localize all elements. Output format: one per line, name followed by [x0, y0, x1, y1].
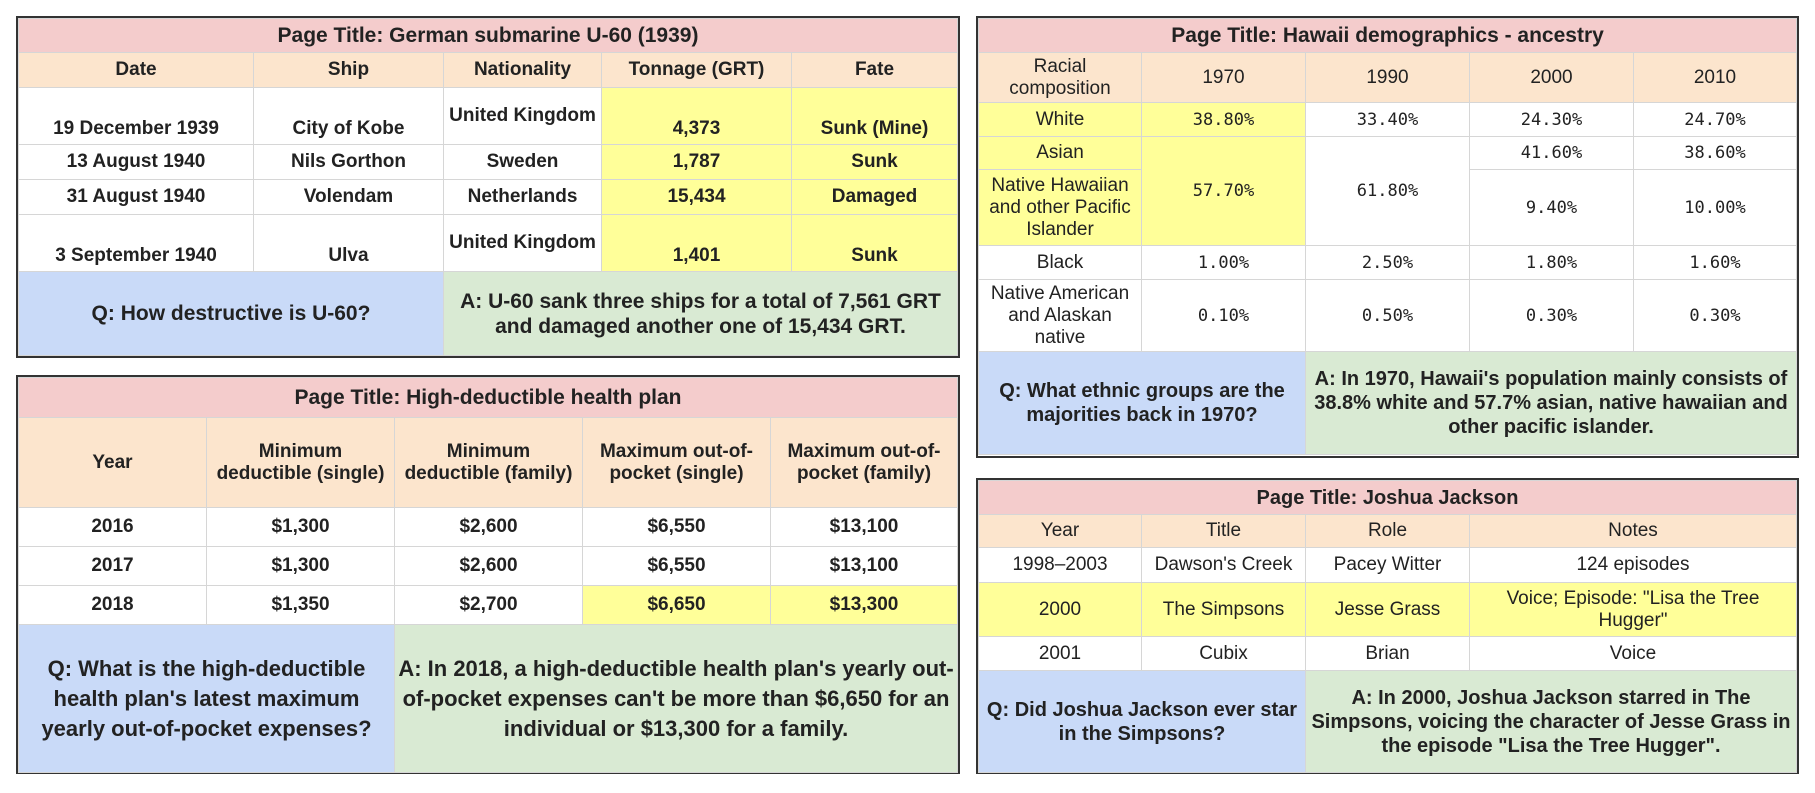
- u60-header-fate: Fate: [792, 53, 958, 88]
- table-row: [19, 145, 958, 180]
- table-cell: Sunk (Mine): [792, 88, 958, 145]
- hdhp-table: [18, 377, 958, 773]
- table-cell: City of Kobe: [254, 88, 444, 145]
- panel-hawaii: [976, 16, 1799, 458]
- table-cell: Voice: [1470, 637, 1797, 671]
- table-cell: 2017: [19, 547, 207, 586]
- table-cell: Sweden: [444, 145, 602, 180]
- table-cell: 1.60%: [1634, 246, 1797, 280]
- table-cell: $1,350: [207, 586, 395, 625]
- table-cell: 13 August 1940: [19, 145, 254, 180]
- table-cell: 0.30%: [1470, 280, 1634, 352]
- table-cell: 24.70%: [1634, 103, 1797, 137]
- table-cell: 1,787: [602, 145, 792, 180]
- hawaii-page-title: Page Title: Hawaii demographics - ancestry: [979, 19, 1797, 53]
- u60-table: [18, 18, 958, 356]
- hawaii-header-2000: 2000: [1470, 53, 1634, 103]
- hawaii-question: Q: What ethnic groups are the majorities back in 1970?: [979, 352, 1306, 455]
- jackson-page-title: Page Title: Joshua Jackson: [979, 481, 1797, 515]
- table-cell: 15,434: [602, 180, 792, 215]
- table-row: [979, 583, 1797, 637]
- u60-answer: A: U-60 sank three ships for a total of 7,561 GRT and damaged another one of 15,434 GRT.: [444, 272, 958, 356]
- table-cell: 0.30%: [1634, 280, 1797, 352]
- table-cell: Asian: [979, 137, 1142, 170]
- jackson-answer: A: In 2000, Joshua Jackson starred in The Simpsons, voicing the character of Jesse Grass in the episode "Lisa the Tree Hugger".: [1306, 671, 1797, 773]
- u60-header-nationality: Nationality: [444, 53, 602, 88]
- hawaii-header-1970: 1970: [1142, 53, 1306, 103]
- hdhp-page-title: Page Title: High-deductible health plan: [19, 378, 958, 418]
- table-cell: Voice; Episode: "Lisa the Tree Hugger": [1470, 583, 1797, 637]
- hdhp-header-year: Year: [19, 418, 207, 508]
- table-cell: $6,550: [583, 547, 771, 586]
- u60-page-title: Page Title: German submarine U-60 (1939): [19, 19, 958, 53]
- hdhp-header-min-family: Minimum deductible (family): [395, 418, 583, 508]
- table-cell: Damaged: [792, 180, 958, 215]
- jackson-table: [978, 480, 1797, 773]
- table-cell: 0.50%: [1306, 280, 1470, 352]
- hdhp-header-max-family: Maximum out-of-pocket (family): [771, 418, 958, 508]
- jackson-header-role: Role: [1306, 515, 1470, 548]
- table-cell: 1,401: [602, 215, 792, 272]
- table-cell: 2018: [19, 586, 207, 625]
- hdhp-answer: A: In 2018, a high-deductible health plan's yearly out-of-pocket expenses can't be more than $6,650 for an individual or $13,300 for a family.: [395, 625, 958, 773]
- u60-header-ship: Ship: [254, 53, 444, 88]
- table-cell: 4,373: [602, 88, 792, 145]
- hdhp-header-min-single: Minimum deductible (single): [207, 418, 395, 508]
- hawaii-header-2010: 2010: [1634, 53, 1797, 103]
- u60-header-date: Date: [19, 53, 254, 88]
- table-cell: $2,700: [395, 586, 583, 625]
- table-cell: White: [979, 103, 1142, 137]
- table-cell: Jesse Grass: [1306, 583, 1470, 637]
- table-cell: 31 August 1940: [19, 180, 254, 215]
- u60-question: Q: How destructive is U-60?: [19, 272, 444, 356]
- panel-jackson: [976, 478, 1799, 774]
- table-cell: Ulva: [254, 215, 444, 272]
- table-cell: United Kingdom: [444, 215, 602, 272]
- table-cell: 0.10%: [1142, 280, 1306, 352]
- table-cell: 1998–2003: [979, 548, 1142, 583]
- table-row: [19, 180, 958, 215]
- table-cell: 38.60%: [1634, 137, 1797, 170]
- jackson-header-notes: Notes: [1470, 515, 1797, 548]
- hdhp-header-max-single: Maximum out-of-pocket (single): [583, 418, 771, 508]
- table-cell: $2,600: [395, 508, 583, 547]
- table-cell: Native American and Alaskan native: [979, 280, 1142, 352]
- hawaii-table: [978, 18, 1797, 455]
- jackson-header-year: Year: [979, 515, 1142, 548]
- jackson-header-title: Title: [1142, 515, 1306, 548]
- table-row: [979, 246, 1797, 280]
- table-row: [979, 280, 1797, 352]
- table-cell: Dawson's Creek: [1142, 548, 1306, 583]
- table-cell: 1.00%: [1142, 246, 1306, 280]
- table-row: [19, 547, 958, 586]
- table-row: [979, 548, 1797, 583]
- table-row: [19, 88, 958, 145]
- table-cell: $2,600: [395, 547, 583, 586]
- table-cell: 38.80%: [1142, 103, 1306, 137]
- table-row: [979, 137, 1797, 170]
- table-cell: The Simpsons: [1142, 583, 1306, 637]
- table-row: [19, 508, 958, 547]
- hawaii-header-1990: 1990: [1306, 53, 1470, 103]
- panel-hdhp: [16, 375, 960, 774]
- table-cell: Nils Gorthon: [254, 145, 444, 180]
- table-cell: 33.40%: [1306, 103, 1470, 137]
- table-cell: 2.50%: [1306, 246, 1470, 280]
- table-row: [19, 586, 958, 625]
- table-cell: 124 episodes: [1470, 548, 1797, 583]
- table-cell: 41.60%: [1470, 137, 1634, 170]
- jackson-question: Q: Did Joshua Jackson ever star in the Simpsons?: [979, 671, 1306, 773]
- table-cell: 2001: [979, 637, 1142, 671]
- table-cell: Black: [979, 246, 1142, 280]
- table-cell: $13,100: [771, 508, 958, 547]
- hawaii-answer: A: In 1970, Hawaii's population mainly consists of 38.8% white and 57.7% asian, native hawaiian and other pacific islander.: [1306, 352, 1797, 455]
- table-row: [979, 103, 1797, 137]
- table-cell: Cubix: [1142, 637, 1306, 671]
- table-cell: 3 September 1940: [19, 215, 254, 272]
- table-cell: Netherlands: [444, 180, 602, 215]
- table-cell: $6,650: [583, 586, 771, 625]
- panel-u60: [16, 16, 960, 358]
- table-cell: 19 December 1939: [19, 88, 254, 145]
- table-cell: 24.30%: [1470, 103, 1634, 137]
- table-cell: 61.80%: [1306, 137, 1470, 246]
- hawaii-header-racial: Racial composition: [979, 53, 1142, 103]
- table-cell: Sunk: [792, 215, 958, 272]
- table-cell: Brian: [1306, 637, 1470, 671]
- table-cell: 57.70%: [1142, 137, 1306, 246]
- table-cell: $13,300: [771, 586, 958, 625]
- table-cell: Sunk: [792, 145, 958, 180]
- table-cell: $6,550: [583, 508, 771, 547]
- table-cell: United Kingdom: [444, 88, 602, 145]
- table-row: [19, 215, 958, 272]
- table-cell: 2016: [19, 508, 207, 547]
- table-cell: Pacey Witter: [1306, 548, 1470, 583]
- table-cell: 1.80%: [1470, 246, 1634, 280]
- table-cell: Volendam: [254, 180, 444, 215]
- table-row: [979, 637, 1797, 671]
- table-cell: $1,300: [207, 508, 395, 547]
- table-cell: $13,100: [771, 547, 958, 586]
- table-cell: 2000: [979, 583, 1142, 637]
- hdhp-question: Q: What is the high-deductible health plan's latest maximum yearly out-of-pocket expenses?: [19, 625, 395, 773]
- table-cell: $1,300: [207, 547, 395, 586]
- table-cell: 10.00%: [1634, 170, 1797, 246]
- table-cell: 9.40%: [1470, 170, 1634, 246]
- table-cell: Native Hawaiian and other Pacific Islander: [979, 170, 1142, 246]
- u60-header-tonnage: Tonnage (GRT): [602, 53, 792, 88]
